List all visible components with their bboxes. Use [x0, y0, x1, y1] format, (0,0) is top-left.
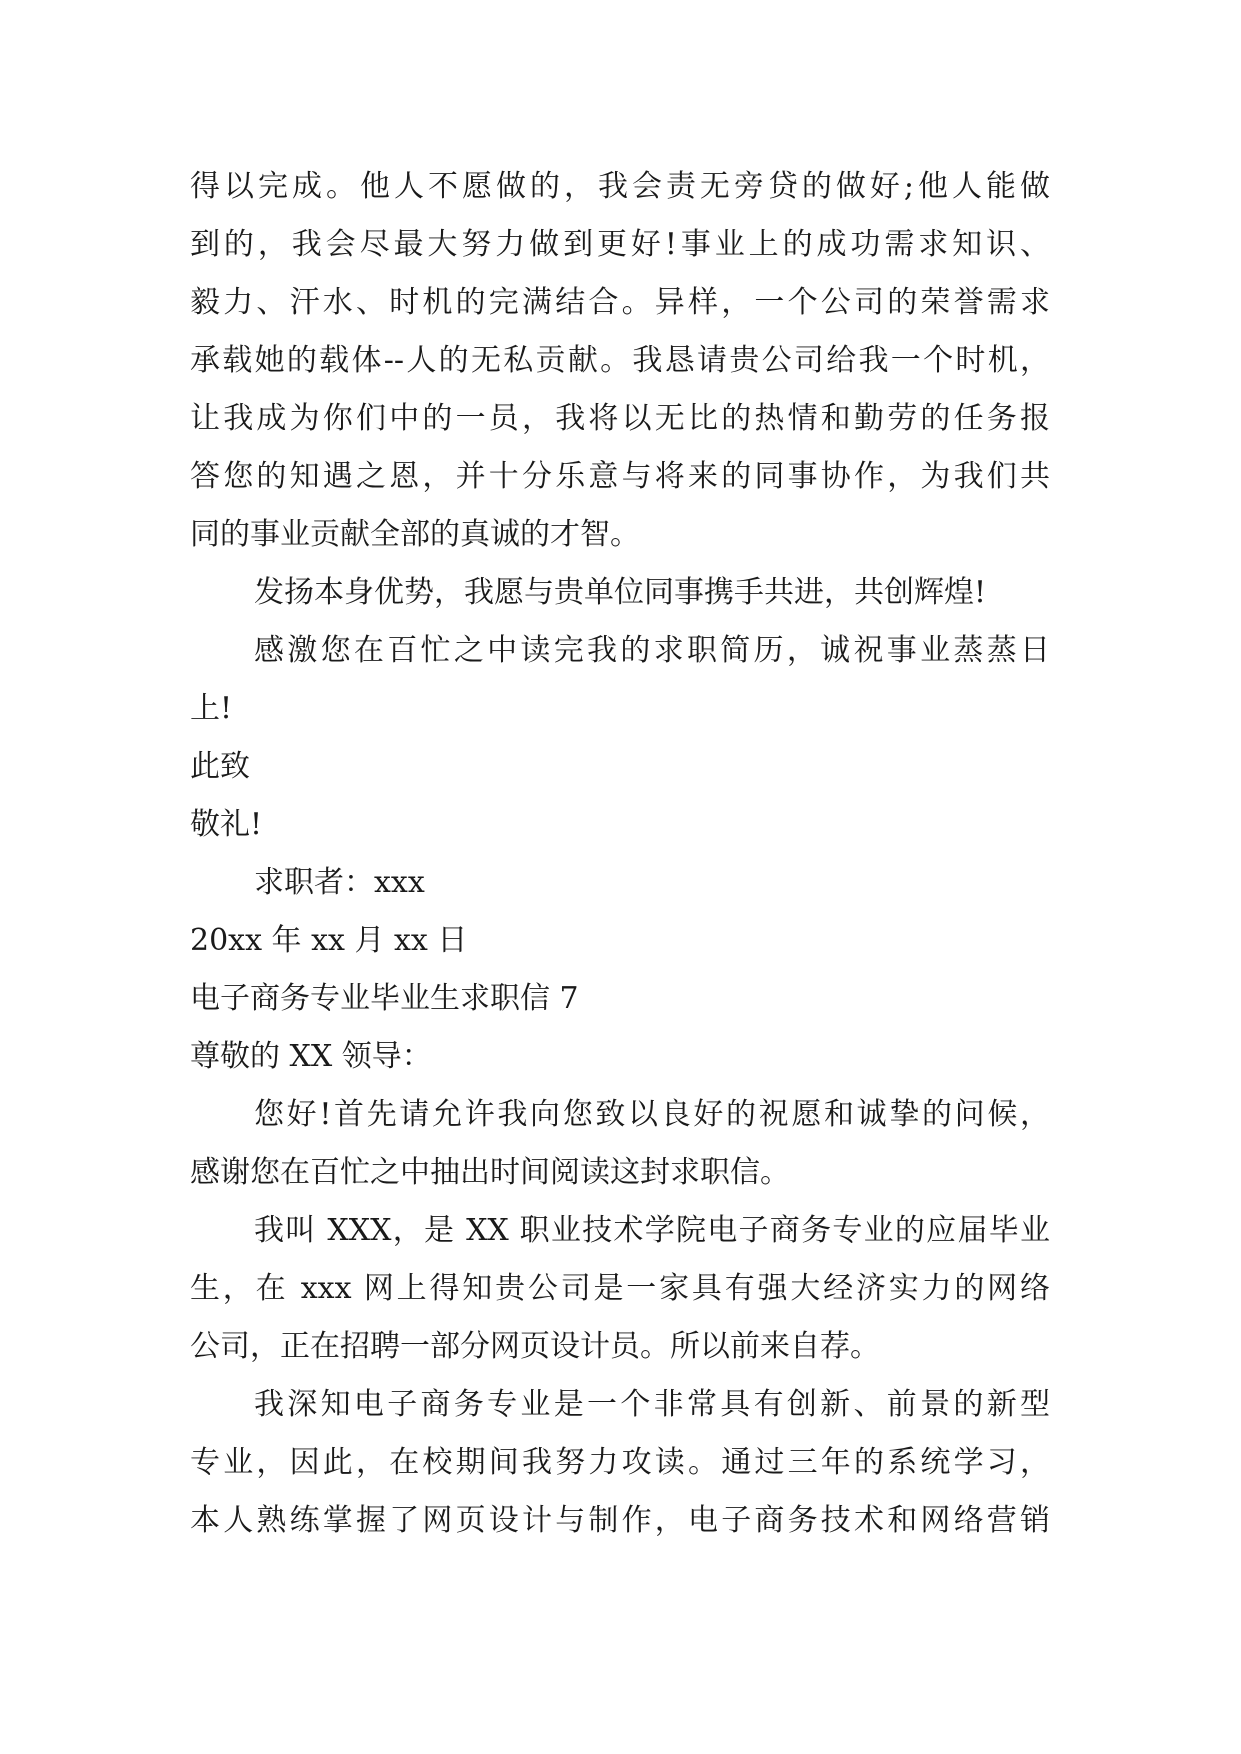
text-line: 本人熟练掌握了网页设计与制作，电子商务技术和网络营销 — [190, 1503, 1050, 1538]
text-line: 到的，我会尽最大努力做到更好!事业上的成功需求知识、 — [190, 227, 1050, 262]
closing-regards: 敬礼! — [190, 807, 263, 842]
paragraph-first-line: 我深知电子商务专业是一个非常具有创新、前景的新型 — [254, 1387, 1050, 1422]
text-line: 感谢您在百忙之中抽出时间阅读这封求职信。 — [190, 1155, 790, 1190]
section-heading: 电子商务专业毕业生求职信 7 — [190, 981, 579, 1016]
paragraph-first-line: 发扬本身优势，我愿与贵单位同事携手共进，共创辉煌! — [254, 575, 987, 610]
text-line: 承载她的载体--人的无私贡献。我恳请贵公司给我一个时机， — [190, 343, 1050, 378]
text-line: 生，在 xxx 网上得知贵公司是一家具有强大经济实力的网络 — [190, 1271, 1050, 1306]
date-line: 20xx 年 xx 月 xx 日 — [190, 923, 468, 958]
text-line: 专业，因此，在校期间我努力攻读。通过三年的系统学习， — [190, 1445, 1050, 1480]
paragraph-first-line: 我叫 XXX，是 XX 职业技术学院电子商务专业的应届毕业 — [254, 1213, 1050, 1248]
text-line: 上! — [190, 691, 233, 726]
text-line: 让我成为你们中的一员，我将以无比的热情和勤劳的任务报 — [190, 401, 1050, 436]
paragraph-first-line: 感激您在百忙之中读完我的求职简历，诚祝事业蒸蒸日 — [254, 633, 1050, 668]
letter-body — [190, 158, 1050, 1550]
text-line: 答您的知遇之恩，并十分乐意与将来的同事协作，为我们共 — [190, 459, 1050, 494]
greeting-line: 尊敬的 XX 领导： — [190, 1039, 432, 1074]
text-line: 公司，正在招聘一部分网页设计员。所以前来自荐。 — [190, 1329, 880, 1364]
closing-salutation: 此致 — [190, 749, 250, 784]
signature-line: 求职者：xxx — [254, 865, 425, 900]
paragraph-first-line: 您好!首先请允许我向您致以良好的祝愿和诚挚的问候， — [254, 1097, 1050, 1132]
text-line: 同的事业贡献全部的真诚的才智。 — [190, 517, 640, 552]
text-line: 毅力、汗水、时机的完满结合。异样，一个公司的荣誉需求 — [190, 285, 1050, 320]
text-line: 得以完成。他人不愿做的，我会责无旁贷的做好;他人能做 — [190, 169, 1050, 204]
